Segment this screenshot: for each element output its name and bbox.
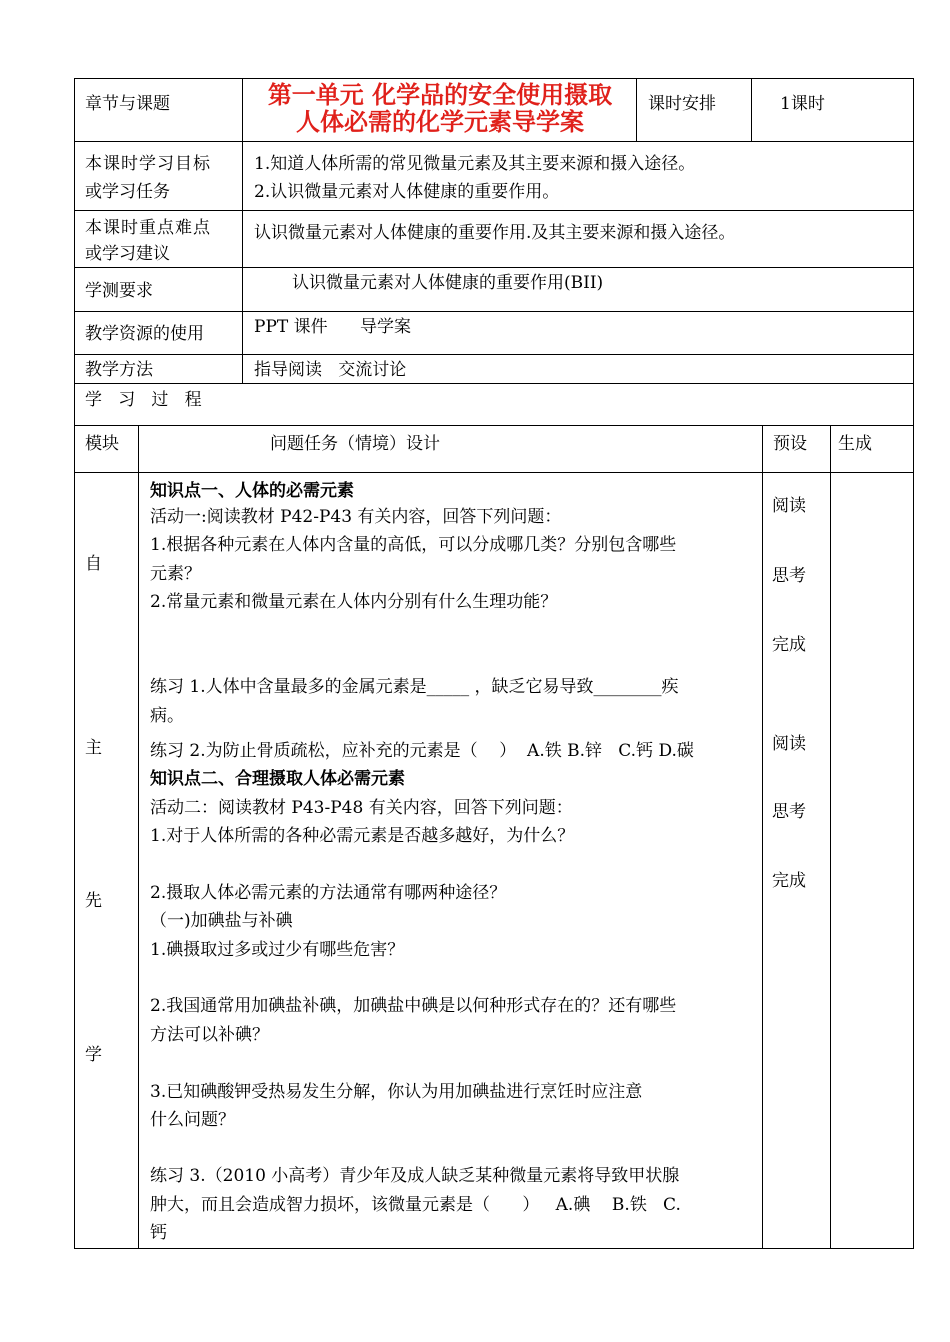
resources-text: PPT 课件 导学案 <box>254 317 412 337</box>
lesson-title-line-1: 第一单元 化学品的安全使用摄取 <box>267 81 613 109</box>
schedule-label: 课时安排 <box>648 94 716 114</box>
schedule-column-divider <box>751 78 752 142</box>
lesson-title-line-2: 人体必需的化学元素导学案 <box>296 108 584 136</box>
method-text: 指导阅读 交流讨论 <box>254 360 407 380</box>
method-label: 教学方法 <box>85 360 153 380</box>
row-divider <box>74 383 914 384</box>
question-text: 3.已知碘酸钾受热易发生分解，你认为用加碘盐进行烹饪时应注意 <box>150 1082 643 1102</box>
focus-text: 认识微量元素对人体健康的重要作用.及其主要来源和摄入途径。 <box>254 223 736 243</box>
question-text: 2.常量元素和微量元素在人体内分别有什么生理功能？ <box>150 592 558 612</box>
preset-item: 阅读 <box>772 734 806 754</box>
row-divider <box>74 210 914 211</box>
exercise-text: 练习 2.为防止骨质疏松，应补充的元素是（ ） A.铁 B.锌 C.钙 D.碳 <box>150 741 694 761</box>
exercise-text: 病。 <box>150 706 184 726</box>
question-text: 1.对于人体所需的各种必需元素是否越多越好，为什么？ <box>150 826 575 846</box>
exercise-text: 钙 <box>150 1223 167 1243</box>
preset-item: 思考 <box>772 802 806 822</box>
result-header: 生成 <box>838 434 872 454</box>
design-header: 问题任务（情境）设计 <box>270 434 440 454</box>
table-left-border <box>74 78 75 1249</box>
module-header: 模块 <box>85 434 119 454</box>
row-divider <box>74 267 914 268</box>
question-text: 方法可以补碘？ <box>150 1025 269 1045</box>
knowledge-point-1-title: 知识点一、人体的必需元素 <box>150 481 354 501</box>
table-right-border <box>913 78 914 1249</box>
preset-item: 阅读 <box>772 496 806 516</box>
preset-item: 思考 <box>772 566 806 586</box>
question-text: 什么问题？ <box>150 1110 235 1130</box>
subsection-title: （一)加碘盐与补碘 <box>150 911 293 931</box>
focus-label-line-1: 本课时重点难点 <box>85 218 211 238</box>
row-divider <box>74 141 914 142</box>
schedule-value: 1课时 <box>780 94 825 114</box>
activity-1: 活动一:阅读教材 P42-P43 有关内容，回答下列问题： <box>150 507 562 527</box>
table-top-border <box>74 78 914 79</box>
row-divider <box>74 425 914 426</box>
goal-item-1: 1.知道人体所需的常见微量元素及其主要来源和摄入途径。 <box>254 154 696 174</box>
module-char: 主 <box>85 738 102 758</box>
preset-header: 预设 <box>773 434 807 454</box>
requirement-label: 学测要求 <box>85 281 153 301</box>
label-column-divider <box>242 78 243 384</box>
activity-2: 活动二：阅读教材 P43-P48 有关内容，回答下列问题： <box>150 798 573 818</box>
requirement-text: 认识微量元素对人体健康的重要作用(BII) <box>292 273 604 293</box>
goal-label-line-1: 本课时学习目标 <box>85 154 211 174</box>
module-char: 先 <box>85 891 102 911</box>
preset-item: 完成 <box>772 871 806 891</box>
title-column-divider <box>636 78 637 142</box>
preset-item: 完成 <box>772 635 806 655</box>
row-divider <box>74 472 914 473</box>
process-label: 学 习 过 程 <box>85 390 202 410</box>
row-divider <box>74 354 914 355</box>
question-text: 元素？ <box>150 564 201 584</box>
row-divider <box>74 311 914 312</box>
table-bottom-border <box>74 1248 914 1249</box>
question-text: 1.碘摄取过多或过少有哪些危害？ <box>150 940 405 960</box>
exercise-text: 肿大，而且会造成智力损坏，该微量元素是（ ） A.碘 B.铁 C. <box>150 1195 681 1215</box>
result-column-divider <box>830 425 831 1249</box>
module-char: 自 <box>85 554 102 574</box>
goal-label-line-2: 或学习任务 <box>85 182 170 202</box>
module-char: 学 <box>85 1045 102 1065</box>
knowledge-point-2-title: 知识点二、合理摄取人体必需元素 <box>150 769 405 789</box>
exercise-text: 练习 3.（2010 小高考）青少年及成人缺乏某种微量元素将导致甲状腺 <box>150 1166 680 1186</box>
exercise-text: 练习 1.人体中含量最多的金属元素是_____ ，缺乏它易导致________疾 <box>150 677 679 697</box>
question-text: 2.摄取人体必需元素的方法通常有哪两种途径？ <box>150 883 507 903</box>
resources-label: 教学资源的使用 <box>85 324 204 344</box>
module-column-divider <box>138 425 139 1249</box>
focus-label-line-2: 或学习建议 <box>85 244 170 264</box>
question-text: 1.根据各种元素在人体内含量的高低，可以分成哪几类？分别包含哪些 <box>150 535 677 555</box>
chapter-label: 章节与课题 <box>85 94 170 114</box>
preset-column-divider <box>762 425 763 1249</box>
question-text: 2.我国通常用加碘盐补碘，加碘盐中碘是以何种形式存在的？还有哪些 <box>150 996 677 1016</box>
goal-item-2: 2.认识微量元素对人体健康的重要作用。 <box>254 182 560 202</box>
